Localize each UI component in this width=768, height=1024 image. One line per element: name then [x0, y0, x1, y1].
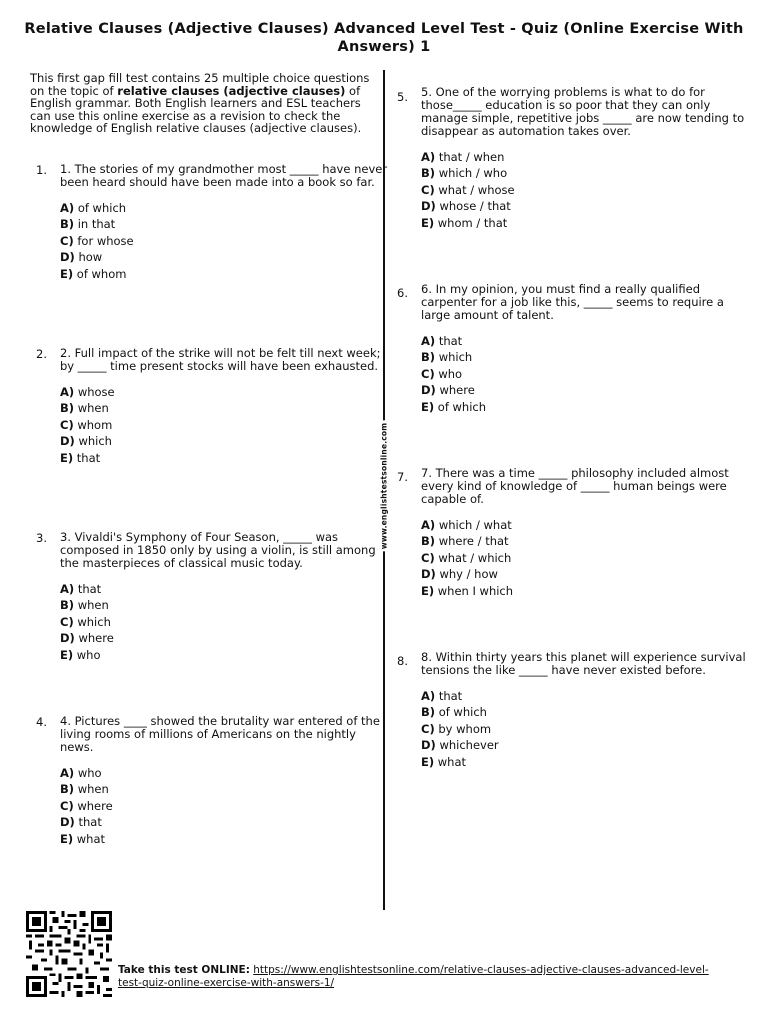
option-a[interactable]: A) that	[421, 334, 463, 348]
question-text: 5. One of the worrying problems is what to do for those_____ education is so poor that they can only manage simple, repetitive jobs _____ are now tending to disappear as automation takes over.	[421, 85, 745, 138]
page-title: Relative Clauses (Adjective Clauses) Advanced Level Test - Quiz (Online Exercise With Answers) 1	[24, 21, 744, 55]
option-d[interactable]: D) that	[60, 815, 102, 830]
option-c[interactable]: C) which	[60, 614, 111, 629]
option-b[interactable]: B) when	[60, 782, 109, 797]
option-list	[421, 517, 751, 599]
option-e[interactable]: E) of whom	[60, 266, 127, 281]
option-list	[60, 581, 390, 663]
question-number: 8.	[397, 654, 408, 668]
footer	[118, 964, 718, 989]
option-a[interactable]: A) of which	[60, 201, 127, 215]
question-text: 4. Pictures ____ showed the brutality war entered of the living rooms of millions of Americans on the nightly news.	[60, 714, 380, 754]
option-d[interactable]: D) where	[421, 383, 475, 398]
option-c[interactable]: C) who	[421, 366, 463, 381]
option-e[interactable]: E) of which	[421, 399, 487, 414]
option-e[interactable]: E) what	[60, 831, 106, 846]
intro-text-bold: relative clauses (adjective clauses)	[117, 83, 346, 98]
question-7	[397, 466, 751, 599]
question-8	[397, 650, 751, 770]
option-b[interactable]: B) when	[60, 401, 109, 416]
question-number: 3.	[36, 531, 47, 545]
option-c[interactable]: C) whom	[60, 417, 113, 432]
option-b[interactable]: B) where / that	[421, 534, 509, 549]
question-3	[36, 530, 390, 663]
side-url-text: www.englishtestsonline.com	[379, 422, 389, 550]
question-text: 6. In my opinion, you must find a really qualified carpenter for a job like this, _____ seems to require a large amount of talent.	[421, 282, 724, 322]
option-a[interactable]: A) whose	[60, 385, 115, 399]
option-d[interactable]: D) where	[60, 631, 114, 646]
option-a[interactable]: A) that	[60, 582, 102, 596]
question-number: 4.	[36, 715, 47, 729]
option-b[interactable]: B) in that	[60, 217, 116, 232]
question-5	[397, 85, 751, 231]
question-number: 2.	[36, 347, 47, 361]
intro-paragraph	[30, 72, 380, 135]
option-b[interactable]: B) of which	[421, 705, 487, 720]
option-e[interactable]: E) whom / that	[421, 215, 508, 230]
question-number: 5.	[397, 90, 408, 104]
intro-text-start: This first gap fill test contains 25 multiple choice questions on the topic of	[30, 71, 370, 98]
option-e[interactable]: E) what	[421, 754, 467, 769]
question-4	[36, 714, 390, 847]
option-d[interactable]: D) whose / that	[421, 199, 511, 214]
option-e[interactable]: E) when I which	[421, 583, 514, 598]
option-c[interactable]: C) by whom	[421, 721, 492, 736]
option-d[interactable]: D) how	[60, 250, 103, 265]
question-text: 1. The stories of my grandmother most _____ have never been heard should have been made into a book so far.	[60, 162, 388, 189]
option-a[interactable]: A) that	[421, 689, 463, 703]
option-list	[421, 688, 751, 770]
option-c[interactable]: C) where	[60, 798, 113, 813]
option-a[interactable]: A) which / what	[421, 518, 512, 532]
option-a[interactable]: A) that / when	[421, 150, 505, 164]
question-text: 7. There was a time _____ philosophy included almost every kind of knowledge of _____ human beings were capable of.	[421, 466, 729, 506]
footer-label: Take this test ONLINE:	[118, 964, 250, 976]
option-c[interactable]: C) for whose	[60, 233, 134, 248]
intro-text-end: of English grammar. Both English learners and ESL teachers can use this online exercise as a revision to check the knowledge of English relative clauses (adjective clauses).	[30, 83, 362, 135]
question-text: 8. Within thirty years this planet will experience survival tensions the like _____ have never existed before.	[421, 650, 746, 677]
question-number: 7.	[397, 470, 408, 484]
option-list	[60, 200, 390, 282]
option-list	[60, 384, 390, 466]
question-6	[397, 282, 751, 415]
option-list	[421, 149, 751, 231]
option-c[interactable]: C) what / which	[421, 550, 512, 565]
qr-code-icon[interactable]	[24, 911, 114, 997]
option-b[interactable]: B) which / who	[421, 166, 508, 181]
option-c[interactable]: C) what / whose	[421, 182, 515, 197]
option-d[interactable]: D) which	[60, 434, 112, 449]
footer-link[interactable]: https://www.englishtestsonline.com/relative-clauses-adjective-clauses-advanced-level-test-quiz-online-exercise-with-answers-1/	[118, 964, 709, 989]
question-number: 6.	[397, 286, 408, 300]
question-number: 1.	[36, 163, 47, 177]
option-d[interactable]: D) whichever	[421, 738, 499, 753]
option-a[interactable]: A) who	[60, 766, 102, 780]
question-2	[36, 346, 390, 466]
option-d[interactable]: D) why / how	[421, 567, 498, 582]
option-list	[60, 765, 390, 847]
option-e[interactable]: E) who	[60, 647, 101, 662]
option-b[interactable]: B) when	[60, 598, 109, 613]
question-text: 3. Vivaldi's Symphony of Four Season, _____ was composed in 1850 only by using a violin, is still among the masterpieces of classical music today.	[60, 530, 376, 570]
option-b[interactable]: B) which	[421, 350, 473, 365]
question-text: 2. Full impact of the strike will not be felt till next week; by _____ time present stocks will have been exhausted.	[60, 346, 381, 373]
option-e[interactable]: E) that	[60, 450, 101, 465]
question-1	[36, 162, 390, 282]
option-list	[421, 333, 751, 415]
